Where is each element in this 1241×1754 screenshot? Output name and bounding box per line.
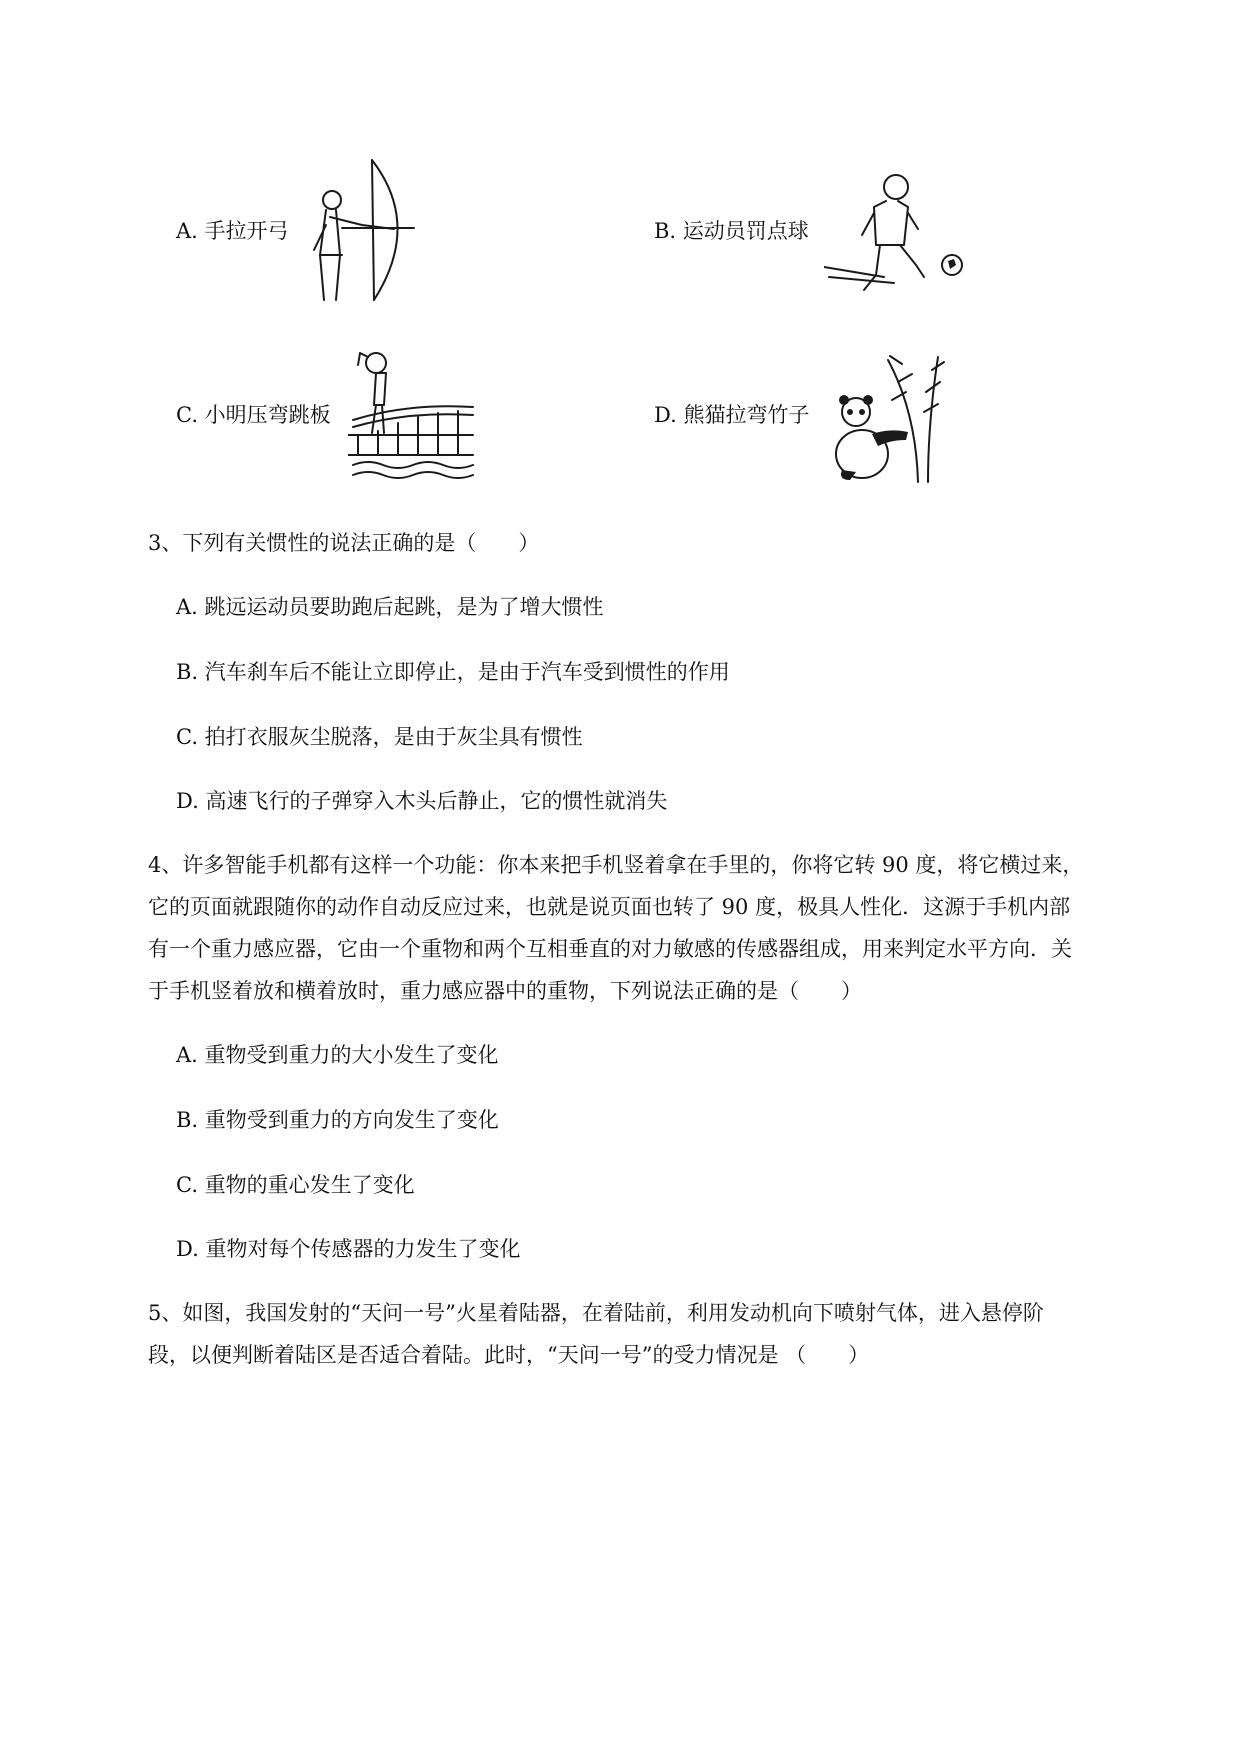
q3-option-b[interactable]: B. 汽车刹车后不能让立即停止，是由于汽车受到惯性的作用 <box>176 660 730 684</box>
q2-option-c[interactable]: C. 小明压弯跳板 <box>176 403 331 427</box>
q4-option-a[interactable]: A. 重物受到重力的大小发生了变化 <box>176 1043 499 1067</box>
panda-bamboo-illustration <box>828 352 948 487</box>
q5-stem-line: 段，以便判断着陆区是否适合着陆。此时，“天问一号”的受力情况是 （ ） <box>148 1343 870 1367</box>
q4-stem-line: 4、许多智能手机都有这样一个功能：你本来把手机竖着拿在手里的，你将它转 90 度，将它横过来， <box>148 853 1084 877</box>
q4-stem-line: 于手机竖着放和横着放时，重力感应器中的重物，下列说法正确的是（ ） <box>148 979 862 1003</box>
q4-option-c[interactable]: C. 重物的重心发生了变化 <box>176 1173 415 1197</box>
q4-option-d[interactable]: D. 重物对每个传感器的力发生了变化 <box>176 1237 521 1261</box>
soccer-player-illustration <box>824 165 964 295</box>
q4-option-b[interactable]: B. 重物受到重力的方向发生了变化 <box>176 1108 499 1132</box>
q4-stem-line: 有一个重力感应器，它由一个重物和两个互相垂直的对力敏感的传感器组成，用来判定水平方向．关 <box>148 937 1072 961</box>
q5-stem-line: 5、如图，我国发射的“天问一号”火星着陆器，在着陆前，利用发动机向下喷射气体，进入悬停阶 <box>148 1301 1044 1325</box>
q2-option-d[interactable]: D. 熊猫拉弯竹子 <box>654 403 810 427</box>
archer-illustration <box>302 155 422 305</box>
q3-stem: 3、下列有关惯性的说法正确的是（ ） <box>148 531 540 555</box>
q2-option-a[interactable]: A. 手拉开弓 <box>176 219 289 243</box>
q3-option-a[interactable]: A. 跳远运动员要助跑后起跳，是为了增大惯性 <box>176 595 604 619</box>
q3-option-d[interactable]: D. 高速飞行的子弹穿入木头后静止，它的惯性就消失 <box>176 789 668 813</box>
q4-stem-line: 它的页面就跟随你的动作自动反应过来，也就是说页面也转了 90 度，极具人性化．这源于手机内部 <box>148 895 1071 919</box>
q3-option-c[interactable]: C. 拍打衣服灰尘脱落，是由于灰尘具有惯性 <box>176 725 583 749</box>
q2-option-b[interactable]: B. 运动员罚点球 <box>654 219 809 243</box>
springboard-illustration <box>348 345 478 485</box>
